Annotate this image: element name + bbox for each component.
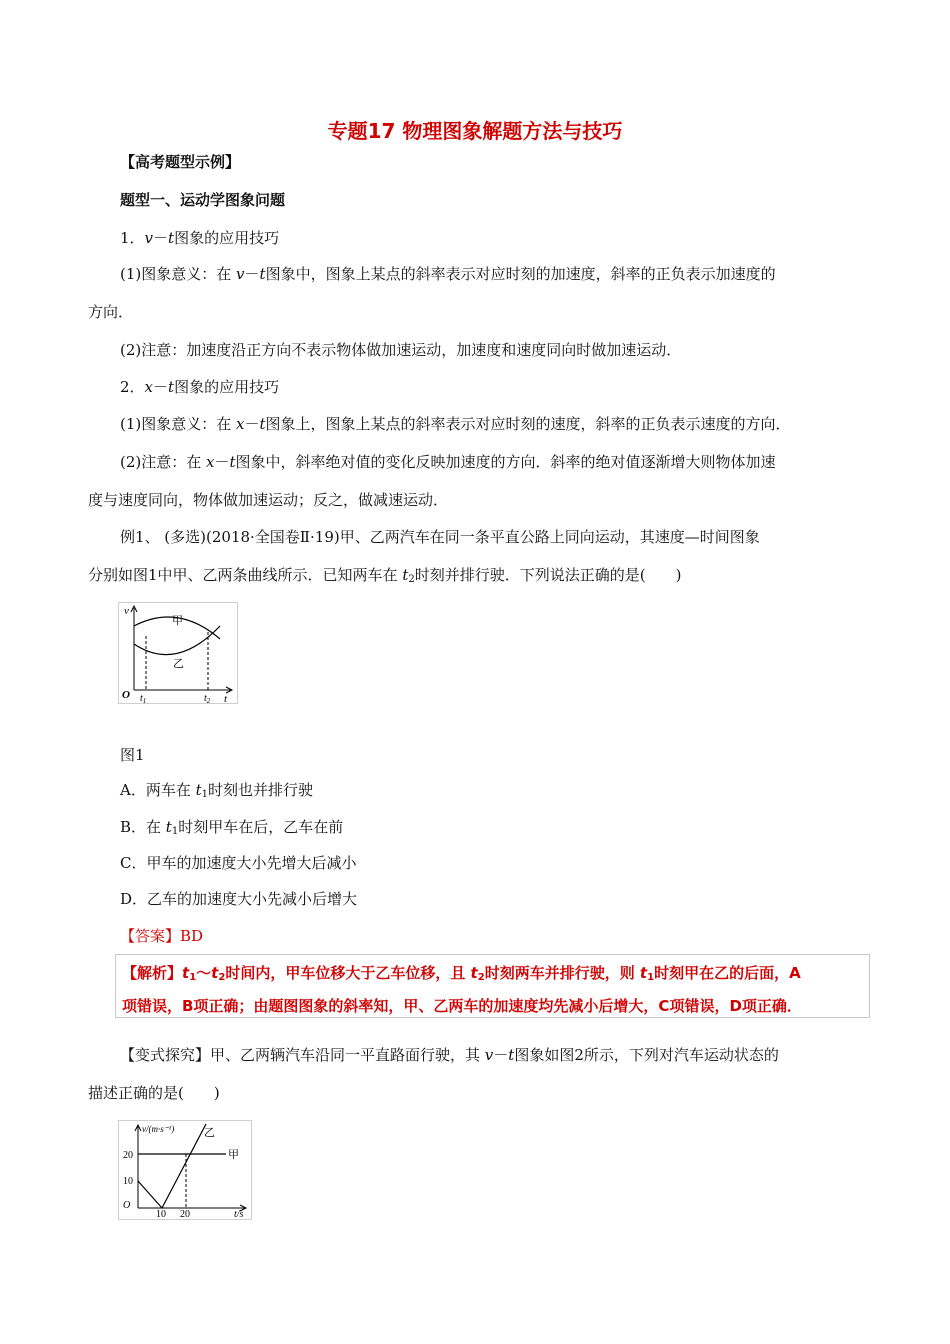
- var-t: t: [182, 964, 190, 982]
- subscript: 1: [189, 972, 197, 983]
- text: 时间内，甲车位移大于乙车位移，且: [225, 964, 471, 982]
- figure-1: [118, 602, 238, 704]
- y-axis-label: v: [124, 605, 129, 617]
- variant-question-cont: 描述正确的是( ): [88, 1084, 220, 1102]
- text: 图象中，斜率绝对值的变化反映加速度的方向．斜率的绝对值逐渐增大则物体加速: [235, 453, 776, 471]
- figure-1-caption: 图1: [120, 746, 145, 764]
- text: 图象上，图象上某点的斜率表示对应时刻的速度，斜率的正负表示速度的方向．: [265, 415, 791, 433]
- heading-number: 1．: [120, 229, 145, 247]
- xt-heading: [120, 377, 279, 397]
- var-t: t: [259, 265, 266, 283]
- t1-var: t: [140, 693, 143, 704]
- option-a: [120, 780, 313, 805]
- option-c: C．甲车的加速度大小先增大后减小: [120, 854, 357, 872]
- section-heading: 【高考题型示例】: [120, 153, 241, 171]
- line-yi: [138, 1124, 206, 1208]
- vt-paragraph-1: [120, 264, 776, 284]
- var-t: t: [229, 453, 236, 471]
- var-v: v: [484, 1046, 494, 1064]
- dash: －: [153, 229, 169, 247]
- text: ～: [196, 964, 212, 982]
- subscript: 2: [477, 972, 485, 983]
- var-t: t: [402, 566, 409, 584]
- subscript: 2: [408, 574, 415, 585]
- text: A．两车在: [120, 781, 196, 799]
- option-b: [120, 817, 343, 842]
- var-v: v: [236, 265, 245, 283]
- var-x: x: [144, 378, 154, 396]
- example-1: 例1、 (多选)(2018·全国卷Ⅱ·19)甲、乙两汽车在同一条平直公路上同向运动，其速度—时间图象: [120, 528, 760, 546]
- dash: －: [244, 415, 260, 433]
- var-t: t: [639, 964, 648, 982]
- t2-label: [204, 693, 211, 704]
- origin-label: O: [123, 1200, 131, 1211]
- vt-paragraph-2: (2)注意：加速度沿正方向不表示物体做加速运动，加速度和速度同向时做加速运动．: [120, 341, 682, 359]
- vt-heading: [120, 228, 279, 248]
- page-title: 专题17 物理图象解题方法与技巧: [327, 119, 623, 143]
- vt-paragraph-1-cont: 方向．: [88, 303, 134, 321]
- text: 时刻甲在乙的后面，A: [654, 964, 801, 982]
- analysis-line-2: 项错误，B项正确；由题图图象的斜率知，甲、乙两车的加速度均先减小后增大，C项错误，D项正确．: [122, 997, 802, 1015]
- option-d: D．乙车的加速度大小先减小后增大: [120, 890, 358, 908]
- var-t: t: [508, 1046, 515, 1064]
- x-axis-label: t: [224, 693, 228, 704]
- line-yi-label: 乙: [204, 1127, 215, 1139]
- example-1-cont: [88, 565, 681, 590]
- y-axis-label: v/(m·s⁻¹): [142, 1124, 175, 1134]
- variant-question: [120, 1045, 779, 1065]
- xt-paragraph-2-cont: 度与速度同向，物体做加速运动；反之，做减速运动．: [88, 491, 449, 509]
- heading-number: 2．: [120, 378, 145, 396]
- dash: －: [493, 1046, 509, 1064]
- text: 图象如图2所示，下列对汽车运动状态的: [514, 1046, 779, 1064]
- curve-jia-label: 甲: [172, 615, 183, 627]
- analysis-box: [115, 954, 870, 1018]
- text: 时刻并排行驶．下列说法正确的是( ): [414, 566, 682, 584]
- text: 时刻两车并排行驶，则: [484, 964, 640, 982]
- text: 【变式探究】甲、乙两辆汽车沿同一平直路面行驶，其: [120, 1046, 485, 1064]
- t1-label: [140, 693, 146, 704]
- x-tick-10: 10: [156, 1209, 166, 1220]
- curve-yi-label: 乙: [173, 658, 184, 670]
- text: (1)图象意义：在: [120, 265, 237, 283]
- var-x: x: [206, 453, 215, 471]
- text: 时刻甲车在后，乙车在前: [178, 818, 344, 836]
- subscript: 1: [647, 972, 655, 983]
- x-axis-label: t/s: [234, 1209, 244, 1220]
- text: 时刻也并排行驶: [208, 781, 314, 799]
- heading-text: 图象的应用技巧: [174, 229, 280, 247]
- var-x: x: [236, 415, 245, 433]
- t2-sub: 2: [206, 697, 211, 704]
- subscript: 1: [171, 826, 179, 837]
- var-t: t: [168, 229, 175, 247]
- analysis-line-1: [122, 959, 863, 992]
- curve-yi: [134, 626, 220, 655]
- text: (1)图象意义：在: [120, 415, 237, 433]
- var-t: t: [470, 964, 478, 982]
- heading-text: 图象的应用技巧: [174, 378, 280, 396]
- line-jia-label: 甲: [228, 1149, 239, 1161]
- var-t: t: [211, 964, 219, 982]
- xt-paragraph-2: [120, 452, 776, 472]
- t2-var: t: [204, 693, 207, 704]
- dash: －: [153, 378, 169, 396]
- y-tick-10: 10: [123, 1176, 133, 1187]
- var-v: v: [144, 229, 154, 247]
- type-heading: 题型一、运动学图象问题: [120, 191, 286, 209]
- xt-paragraph-1: [120, 414, 791, 434]
- y-tick-20: 20: [123, 1150, 133, 1161]
- text: 【解析】: [122, 964, 183, 982]
- text: B．在: [120, 818, 166, 836]
- var-t: t: [195, 781, 202, 799]
- var-t: t: [165, 818, 172, 836]
- answer: 【答案】BD: [120, 927, 204, 945]
- var-t: t: [259, 415, 266, 433]
- text: 图象中，图象上某点的斜率表示对应时刻的加速度，斜率的正负表示加速度的: [265, 265, 776, 283]
- text: 分别如图1中甲、乙两条曲线所示．已知两车在: [88, 566, 403, 584]
- dash: －: [244, 265, 260, 283]
- var-t: t: [168, 378, 175, 396]
- subscript: 2: [218, 972, 226, 983]
- text: (2)注意：在: [120, 453, 207, 471]
- dash: －: [214, 453, 230, 471]
- origin-label: O: [122, 689, 130, 701]
- figure-2: [118, 1120, 252, 1220]
- x-tick-20: 20: [180, 1209, 190, 1220]
- subscript: 1: [201, 789, 209, 800]
- t1-sub: 1: [142, 697, 147, 704]
